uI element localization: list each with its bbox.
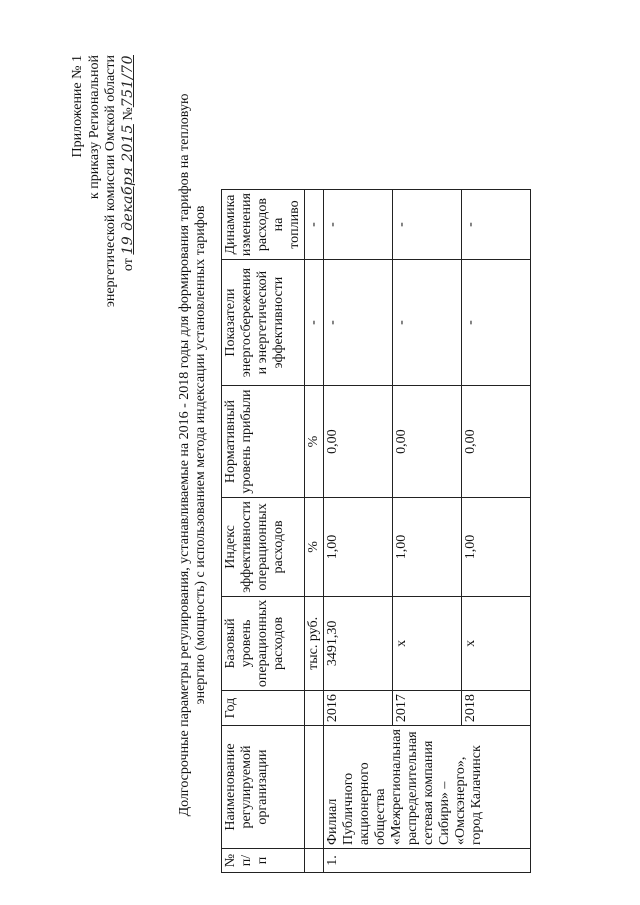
header-profit-level: Нормативный уровень прибыли: [222, 386, 305, 498]
header-organization: Наименование регулируемой организации: [222, 726, 305, 849]
year-cell: 2016: [324, 691, 393, 726]
year-cell: 2017: [393, 691, 462, 726]
fuel-dynamics-cell: -: [393, 190, 462, 260]
title-line-2: энергию (мощность) с использованием метода индексации установленных тарифов: [193, 205, 208, 705]
efficiency-index-cell: 1,00: [393, 498, 462, 597]
unit-efficiency-index: %: [305, 498, 324, 597]
base-level-cell: 3491,30: [324, 596, 393, 690]
profit-level-cell: 0,00: [324, 386, 393, 498]
appendix-commission: энергетической комиссии Омской области: [103, 55, 118, 308]
table-header-row: [222, 190, 305, 873]
energy-saving-cell: -: [393, 260, 462, 386]
title-line-1: Долгосрочные параметры регулирования, устанавливаемые на 2016 - 2018 годы для формирования тарифов на тепловую: [177, 93, 192, 817]
energy-saving-cell: -: [462, 260, 531, 386]
appendix-title: Приложение № 1: [70, 55, 85, 158]
table-units-row: [305, 190, 324, 873]
efficiency-index-cell: 1,00: [462, 498, 531, 597]
unit-organization: [305, 726, 324, 849]
row-number: 1.: [324, 849, 531, 873]
appendix-order-ref: к приказу Региональной: [86, 55, 102, 200]
header-year: Год: [222, 691, 305, 726]
header-base-level: Базовый уровень операционных расходов: [222, 596, 305, 690]
order-date-handwritten: 19 декабря 2015: [119, 124, 136, 255]
fuel-dynamics-cell: -: [324, 190, 393, 260]
profit-level-cell: 0,00: [393, 386, 462, 498]
order-line: [120, 55, 138, 335]
profit-level-cell: 0,00: [462, 386, 531, 498]
efficiency-index-cell: 1,00: [324, 498, 393, 597]
unit-num: [305, 849, 324, 873]
table-row: [324, 190, 393, 873]
header-energy-saving: Показатели энергосбережения и энергетической эффективности: [222, 260, 305, 386]
header-fuel-dynamics: Динамика изменения расходов на топливо: [222, 190, 305, 260]
order-date-prefix: от: [120, 258, 136, 272]
regulation-parameters-table: [221, 189, 531, 873]
unit-base-level: тыс. руб.: [305, 596, 324, 690]
base-level-cell: x: [393, 596, 462, 690]
energy-saving-cell: -: [324, 260, 393, 386]
organization-name: Филиал Публичного акционерного общества «Межрегиональная распределительная сетевая компания Сибири» – «Омскэнерго», город Калачинск: [324, 726, 531, 849]
base-level-cell: x: [462, 596, 531, 690]
header-efficiency-index: Индекс эффективности операционных расходов: [222, 498, 305, 597]
document-title: [177, 25, 209, 885]
unit-energy-saving: -: [305, 260, 324, 386]
appendix-header: [70, 55, 137, 335]
order-number-prefix: №: [120, 107, 136, 121]
unit-year: [305, 691, 324, 726]
fuel-dynamics-cell: -: [462, 190, 531, 260]
unit-profit-level: %: [305, 386, 324, 498]
order-number-handwritten: 751/70: [119, 55, 136, 108]
unit-fuel-dynamics: -: [305, 190, 324, 260]
header-num: № п/п: [222, 849, 305, 873]
year-cell: 2018: [462, 691, 531, 726]
